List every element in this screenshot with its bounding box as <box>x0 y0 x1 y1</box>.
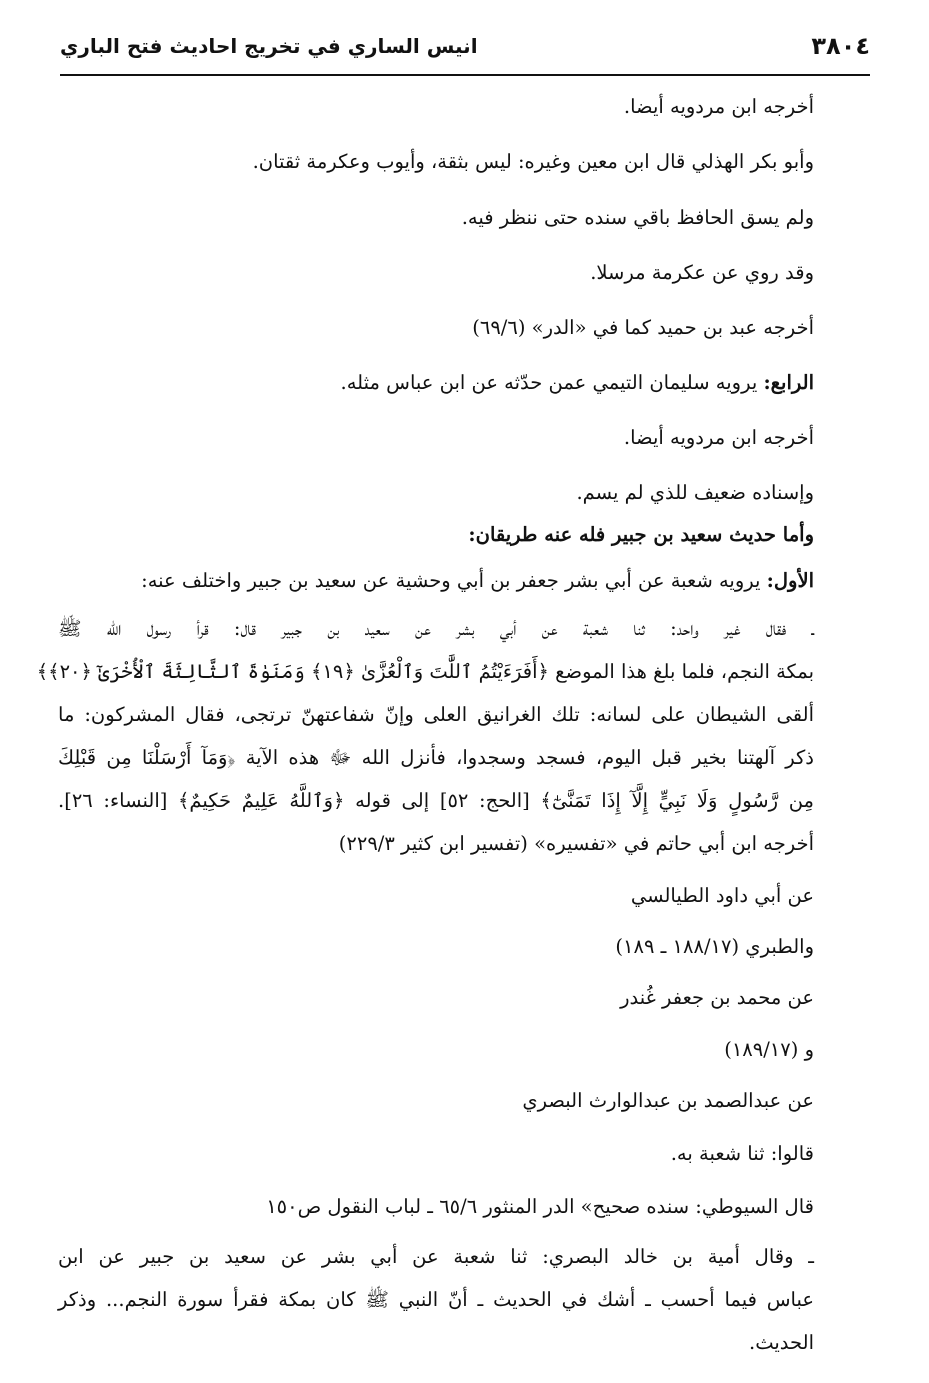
paragraph-line: ألقى الشيطان على لسانه: تلك الغرانيق العلى وإنّ شفاعتهنّ ترتجى، فقال المشركون: ما <box>58 703 814 726</box>
paragraph-line <box>141 566 814 596</box>
paragraph-line: أخرجه ابن مردويه أيضا. <box>623 95 814 118</box>
paragraph-line: أخرجه ابن مردويه أيضا. <box>623 426 814 449</box>
paragraph-line: و (١٨٩/١٧) <box>724 1038 814 1061</box>
paragraph-line: ذكر آلهتنا بخير قبل اليوم، فسجد وسجدوا، فأنزل الله ﷻ هذه الآية ﴿وَمَآ أَرْسَلْنَا مِن قَبْلِكَ <box>58 746 814 769</box>
page-header <box>60 30 870 76</box>
paragraph-line: أخرجه عبد بن حميد كما في «الدر» (٦٩/٦) <box>472 316 814 339</box>
paragraph-line: مِن رَّسُولٍ وَلَا نَبِيٍّ إِلَّآ إِذَا تَمَنَّىٰٓ﴾ [الحج: ٥٢] إلى قوله ﴿وَٱللَّهُ عَلِيمٌ حَكِيمٌ﴾ [النساء: ٢٦]. <box>58 789 815 812</box>
paragraph-line: ـ فقال غير واحد: ثنا شعبة عن أبي بشر عن سعيد بن جبير قال: قرأ رسول الله ﷺ <box>58 617 814 640</box>
paragraph-line: عن أبي داود الطيالسي <box>630 884 814 907</box>
paragraph-line: عباس فيما أحسب ـ أشك في الحديث ـ أنّ النبي ﷺ كان بمكة فقرأ سورة النجم... وذكر <box>58 1288 814 1311</box>
paragraph-line: وأبو بكر الهذلي قال ابن معين وغيره: ليس بثقة، وأيوب وعكرمة ثقتان. <box>252 150 814 173</box>
header-rule <box>60 74 870 76</box>
section-text: يرويه سليمان التيمي عمن حدّثه عن ابن عباس مثله. <box>340 371 764 394</box>
paragraph-line: والطبري (١٨٨/١٧ ـ ١٨٩) <box>615 935 814 958</box>
paragraph-line: أخرجه ابن أبي حاتم في «تفسيره» (تفسير ابن كثير ٢٢٩/٣) <box>338 832 814 855</box>
paragraph-line: وإسناده ضعيف للذي لم يسم. <box>576 481 814 504</box>
paragraph-line: الحديث. <box>749 1331 814 1354</box>
paragraph-line: عن عبدالصمد بن عبدالوارث البصري <box>522 1089 814 1112</box>
section-label: الأول: <box>766 569 814 592</box>
paragraph-line: وقد روي عن عكرمة مرسلا. <box>590 261 814 284</box>
section-text: يرويه شعبة عن أبي بشر جعفر بن أبي وحشية عن سعيد بن جبير واختلف عنه: <box>141 569 767 592</box>
paragraph-line: بمكة النجم، فلما بلغ هذا الموضع ﴿أَفَرَءَيْتُمُ ٱللَّٰتَ وَٱلْعُزَّىٰ ﴿١٩﴾ وَمَنَوٰةَ ٱلثَّالِثَةَ ٱلْأُخْرَىٰٓ ﴿٢٠﴾﴾ <box>36 660 814 683</box>
paragraph-line <box>341 368 814 398</box>
paragraph-line: ولم يسق الحافظ باقي سنده حتى ننظر فيه. <box>461 206 814 229</box>
paragraph-line: قالوا: ثنا شعبة به. <box>670 1142 814 1165</box>
paragraph-line: عن محمد بن جعفر غُندر <box>620 986 814 1009</box>
section-heading: وأما حديث سعيد بن جبير فله عنه طريقان: <box>468 523 814 546</box>
paragraph-line: قال السيوطي: سنده صحيح» الدر المنثور ٦٥/٦ ـ لباب النقول ص١٥٠ <box>266 1195 814 1218</box>
page-number: ٣٨٠٤ <box>811 32 870 60</box>
section-label: الرابع: <box>763 371 814 394</box>
paragraph-line: ـ وقال أمية بن خالد البصري: ثنا شعبة عن أبي بشر عن سعيد بن جبير عن ابن <box>58 1245 814 1268</box>
running-title: انيس الساري في تخريج احاديث فتح الباري <box>60 34 478 58</box>
